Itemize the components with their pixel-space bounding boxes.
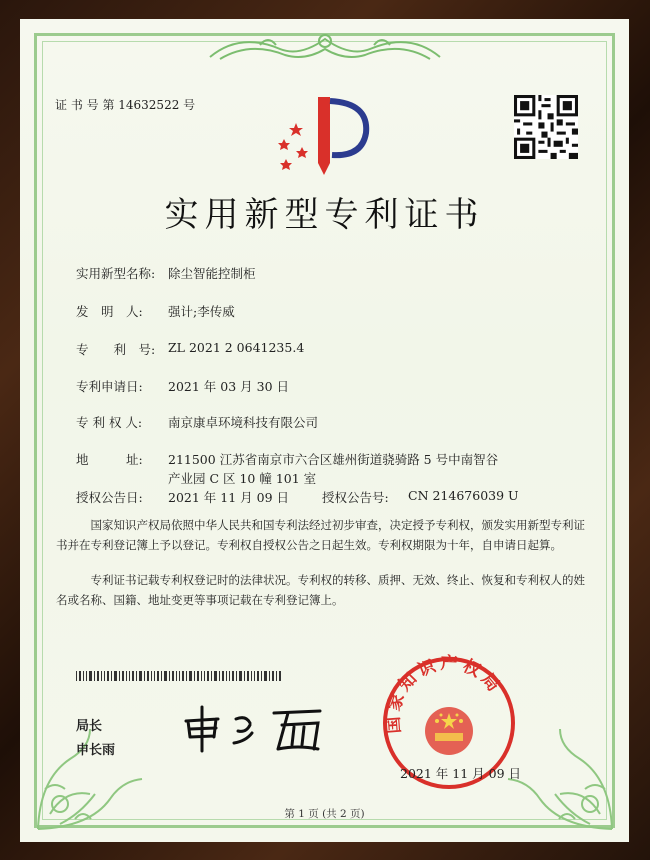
name-value: 除尘智能控制柜	[168, 266, 256, 281]
filing-date-value: 2021 年 03 月 30 日	[168, 379, 289, 394]
certificate-title: 实用新型专利证书	[164, 195, 485, 235]
seal-text: 国家知识产权局	[383, 653, 506, 735]
paragraph-legal: 专利证书记载专利权登记时的法律状况。专利权的转移、质押、无效、终止、恢复和专利权人的姓名或名称、国籍、地址变更等事项记载在专利登记簿上。	[56, 573, 585, 607]
national-emblem-icon	[425, 707, 473, 755]
address-line-1: 211500 江苏省南京市六合区雄州街道骁骑路 5 号中南智谷	[168, 452, 499, 467]
signatory-name: 申长雨	[76, 743, 116, 758]
patent-number-label: 专 利 号:	[76, 342, 156, 357]
filing-date-label: 专利申请日:	[76, 379, 143, 394]
grant-number-value: CN 214676039 U	[408, 488, 519, 503]
page-number: 第 1 页 (共 2 页)	[284, 808, 365, 820]
patent-number-value: ZL 2021 2 0641235.4	[168, 340, 305, 355]
signatory-title: 局长	[76, 719, 103, 734]
barcode-icon	[76, 671, 281, 681]
paragraph-grant: 国家知识产权局依照中华人民共和国专利法经过初步审查，决定授予专利权，颁发实用新型专利证书并在专利登记簿上予以登记。专利权自授权公告之日起生效。专利权期限为十年，自申请日起算。	[56, 518, 585, 552]
top-ornament-icon	[200, 27, 450, 67]
patent-logo-icon	[274, 93, 374, 179]
certificate-number: 证 书 号 第 14632522 号	[55, 98, 196, 112]
grant-date-value: 2021 年 11 月 09 日	[168, 490, 289, 505]
inventor-label: 发 明 人:	[76, 304, 143, 319]
seal-date: 2021 年 11 月 09 日	[400, 766, 521, 781]
address-line-2: 产业园 C 区 10 幢 101 室	[168, 471, 317, 486]
address-label: 地 址:	[76, 452, 143, 467]
grant-date-label: 授权公告日:	[76, 490, 143, 505]
qr-code-icon	[514, 95, 578, 159]
certificate-paper	[20, 19, 629, 842]
grant-number-label: 授权公告号:	[322, 490, 389, 505]
name-label: 实用新型名称:	[76, 266, 156, 281]
handwritten-signature	[178, 699, 328, 759]
owner-label: 专 利 权 人:	[76, 415, 143, 430]
inventor-value: 强计;李传威	[168, 304, 235, 319]
owner-value: 南京康卓环境科技有限公司	[168, 415, 319, 430]
